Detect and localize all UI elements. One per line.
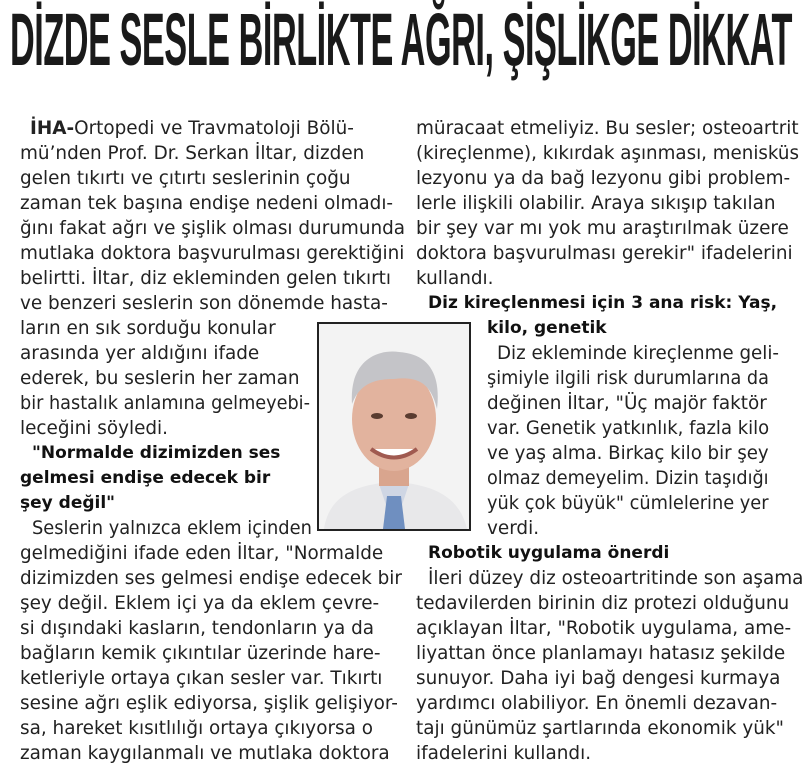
body-line [497,341,779,366]
subheading-line [20,466,270,491]
body-line-text: bir hastalık anlamına gelmeyebi- [20,393,310,414]
body-line-text: arasında yer aldığını ifade [20,343,260,364]
body-line-text: şimiyle ilgili risk durumlarına da [487,368,769,389]
body-line [487,466,769,491]
subheading-line [428,541,669,566]
body-line-text: ederek, bu seslerin her zaman [20,368,300,389]
body-line [487,366,769,391]
body-line-text: tedavilerden birinin diz protezi olduğunu [416,593,790,614]
body-line [20,241,404,266]
body-line [487,516,539,541]
body-line [416,166,790,191]
body-line [20,666,382,691]
body-line-text: kullandı. [416,268,494,289]
body-line [20,341,259,366]
body-line-text: ve yaş alma. Birkaç kilo bir şey [487,443,769,464]
body-line-text: ifadelerini kullandı. [416,743,592,764]
body-line [416,666,780,691]
body-line [416,241,793,266]
body-line [20,416,168,441]
body-line [416,641,785,666]
body-line-text: tajı günümüz şartlarında ekonomik yük" [416,718,785,739]
body-line [20,266,391,291]
body-line [20,541,383,566]
agency-lead: İHA- [30,118,75,139]
body-line-text: olmaz demeyelim. Dizin taşıdığı [487,468,769,489]
body-line-text: var. Genetik yatkınlık, fazla kilo [487,418,770,439]
body-line [20,591,379,616]
subheading-line [428,291,777,316]
body-line-text: şey değil. Eklem içi ya da eklem çevre- [20,593,380,614]
body-line [416,266,494,291]
body-line-text: müracaat etmeliyiz. Bu sesler; osteoartrit [416,118,799,139]
subheading-line-text: Diz kireçlenmesi için 3 ana risk: Yaş, [428,293,778,313]
body-line [416,616,791,641]
body-line-text: Diz ekleminde kireçlenme geli- [497,343,780,364]
body-line-text: sunuyor. Daha iyi bağ dengesi kurmaya [416,668,781,689]
body-line [416,716,784,741]
body-line [20,616,374,641]
body-line [416,741,591,766]
body-line-text: ketleriyle ortaya çıkan sesler var. Tıkırtı [20,668,383,689]
body-line-text: Seslerin yalnızca eklem içinden [32,518,312,539]
body-line [20,641,381,666]
body-line-text: ve benzeri seslerin son dönemde hasta- [20,293,388,314]
body-line [428,566,803,591]
body-line [20,191,393,216]
body-line-text: leceğini söyledi. [20,418,169,439]
body-line [20,141,364,166]
body-line-text: lezyonu ya da bağ lezyonu gibi problem- [416,168,791,189]
body-line [20,391,310,416]
body-line-text: dizimizden ses gelmesi endişe edecek bir [20,568,402,589]
body-line [416,691,777,716]
body-line [487,391,767,416]
body-line [20,691,398,716]
body-line [30,116,354,141]
body-line-text: yardımcı olabiliyor. En önemli dezavan- [416,693,778,714]
body-line-text: liyattan önce planlamayı hatasız şekilde [416,643,786,664]
subheading-line-text: kilo, genetik [487,318,607,338]
headline: DİZDE SESLE BİRLİKTE AĞRI, ŞİŞLİKGE DİKKAT [10,0,792,81]
body-line-text: gelen tıkırtı ve çıtırtı seslerinin çoğu [20,168,351,189]
portrait-photo [317,322,471,531]
body-line [416,191,776,216]
body-line [20,216,405,241]
body-line [416,216,789,241]
body-line [487,441,769,466]
body-line-text: İleri düzey diz osteoartritinde son aşama [428,568,804,589]
body-line [20,166,351,191]
body-line-text: verdi. [487,518,540,539]
body-line [416,591,789,616]
body-line-text: doktora başvurulması gerekir" ifadelerini [416,243,793,264]
body-line-text: bir şey var mı yok mu araştırılmak üzere [416,218,789,239]
body-line-text: belirtti. İltar, diz ekleminden gelen tıkırtı [20,268,391,289]
subheading-line [20,491,115,516]
body-line-text: si dışındaki kasların, tendonların ya da [20,618,375,639]
subheading-line [487,316,607,341]
body-line-text: yük çok büyük" cümlelerine yer [487,493,769,514]
body-line [416,141,799,166]
body-line [20,716,373,741]
subheading-line-text: şey değil" [20,493,116,513]
subheading-line-text: Robotik uygulama önerdi [428,543,670,563]
body-line-text: ların en sık sorduğu konular [20,318,276,339]
body-line-text: (kireçlenme), kıkırdak aşınması, menisküs [416,143,799,164]
body-line-text: sesine ağrı eşlik ediyorsa, şişlik gelişiyor- [20,693,398,714]
body-line-text: Ortopedi ve Travmatoloji Bölü- [74,118,354,139]
body-line [32,516,312,541]
body-line-text: zaman tek başına endişe nedeni olmadı- [20,193,394,214]
body-line-text: değinen İltar, "Üç majör faktör [487,393,767,414]
body-line-text: açıklayan İltar, "Robotik uygulama, ame- [416,618,792,639]
body-line [416,116,799,141]
body-line-text: gelmediğini ifade eden İltar, "Normalde [20,543,384,564]
subheading-line [32,441,280,466]
body-line [487,416,769,441]
body-line-text: mü’nden Prof. Dr. Serkan İltar, dizden [20,143,365,164]
body-line-text: lerle ilişkili olabilir. Araya sıkışıp takılan [416,193,776,214]
subheading-line-text: "Normalde dizimizden ses [32,443,281,463]
body-line [20,566,402,591]
body-line-text: bağların kemik çıkıntılar üzerinde hare- [20,643,381,664]
body-line [487,491,769,516]
body-line [20,366,300,391]
body-line [20,316,276,341]
body-line [20,741,390,766]
body-line-text: ğını fakat ağrı ve şişlik olması durumunda [20,218,406,239]
body-line-text: sa, hareket kısıtlılığı ortaya çıkıyorsa o [20,718,373,739]
body-line-text: zaman kaygılanmalı ve mutlaka doktora [20,743,390,764]
body-line-text: mutlaka doktora başvurulması gerektiğini [20,243,405,264]
subheading-line-text: gelmesi endişe edecek bir [20,468,271,488]
body-line [20,291,388,316]
